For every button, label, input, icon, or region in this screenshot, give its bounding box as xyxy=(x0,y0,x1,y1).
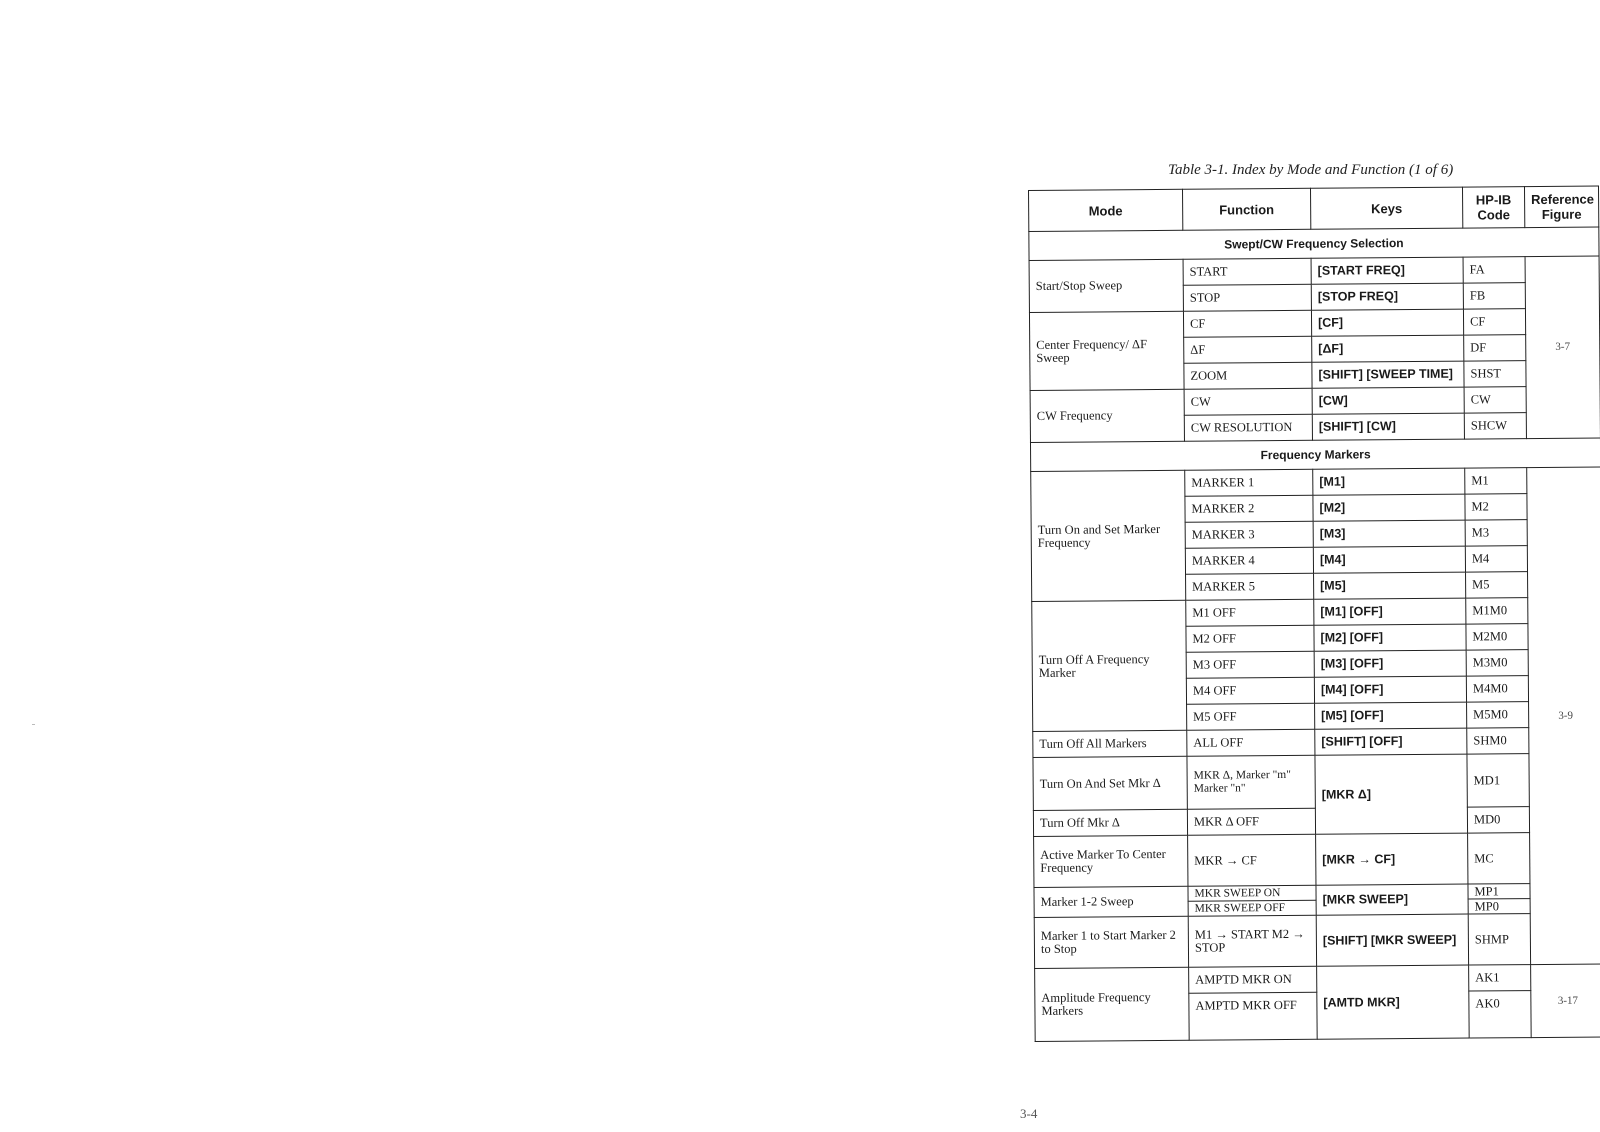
keys-cell: [M4] xyxy=(1313,546,1465,573)
keys-cell: [SHIFT] [SWEEP TIME] xyxy=(1312,361,1464,388)
code-cell: CW xyxy=(1464,387,1526,413)
header-reference-figure: Reference Figure xyxy=(1524,186,1598,228)
code-cell: MP1 xyxy=(1468,884,1530,899)
reference-cell: 3-7 xyxy=(1525,256,1600,439)
keys-cell: [START FREQ] xyxy=(1311,257,1463,284)
function-cell: MARKER 3 xyxy=(1185,521,1313,548)
keys-cell: [M3] [OFF] xyxy=(1314,650,1466,677)
mode-cell: Marker 1-2 Sweep xyxy=(1034,886,1188,917)
function-cell: STOP xyxy=(1183,284,1311,311)
code-cell: M1M0 xyxy=(1466,598,1528,624)
code-cell: DF xyxy=(1464,335,1526,361)
reference-cell: 3-9 xyxy=(1527,467,1600,965)
keys-cell: [SHIFT] [CW] xyxy=(1312,413,1464,440)
keys-cell: [MKR → CF] xyxy=(1316,833,1468,885)
function-cell: M1 → START M2 → STOP xyxy=(1188,915,1316,967)
code-cell: M5 xyxy=(1466,572,1528,598)
table-caption: Table 3-1. Index by Mode and Function (1 of 6) xyxy=(1168,162,1454,178)
code-cell: M2M0 xyxy=(1466,624,1528,650)
header-mode: Mode xyxy=(1029,189,1183,231)
mode-cell: Active Marker To Center Frequency xyxy=(1034,835,1188,887)
mode-cell: Turn Off A Frequency Marker xyxy=(1032,600,1187,731)
table-row xyxy=(1034,832,1600,887)
mode-cell: Center Frequency/ ΔF Sweep xyxy=(1029,311,1184,390)
mode-cell: Amplitude Frequency Markers xyxy=(1035,967,1190,1041)
function-cell: MKR SWEEP OFF xyxy=(1188,900,1316,916)
mode-cell: Start/Stop Sweep xyxy=(1029,259,1183,312)
code-cell: SHM0 xyxy=(1467,728,1529,754)
function-cell: MARKER 4 xyxy=(1185,547,1313,574)
function-cell: ΔF xyxy=(1184,336,1312,363)
mode-cell: Turn On and Set Marker Frequency xyxy=(1031,470,1186,601)
code-cell: M1 xyxy=(1465,468,1527,494)
code-cell: MD1 xyxy=(1467,754,1529,807)
code-cell: MD0 xyxy=(1467,807,1529,833)
reference-cell: 3-17 xyxy=(1531,964,1600,1038)
header-keys: Keys xyxy=(1310,187,1462,229)
keys-cell: [CW] xyxy=(1312,387,1464,414)
keys-cell: [M5] [OFF] xyxy=(1315,702,1467,729)
function-cell: M3 OFF xyxy=(1186,651,1314,678)
keys-cell: [M1] xyxy=(1313,468,1465,495)
function-cell: AMPTD MKR OFF xyxy=(1189,992,1317,1040)
code-cell: M4 xyxy=(1465,546,1527,572)
function-cell: CW xyxy=(1184,388,1312,415)
function-cell: M2 OFF xyxy=(1186,625,1314,652)
code-cell: M3 xyxy=(1465,520,1527,546)
mode-cell: CW Frequency xyxy=(1030,389,1184,442)
code-cell: SHST xyxy=(1464,361,1526,387)
function-cell: MKR Δ, Marker "m" Marker "n" xyxy=(1187,755,1315,809)
mode-cell: Marker 1 to Start Marker 2 to Stop xyxy=(1034,916,1188,968)
function-cell: CW RESOLUTION xyxy=(1184,414,1312,441)
mode-cell: Turn On And Set Mkr Δ xyxy=(1033,756,1187,810)
keys-cell: [M4] [OFF] xyxy=(1314,676,1466,703)
code-cell: MC xyxy=(1468,833,1530,884)
header-function: Function xyxy=(1182,188,1310,230)
function-cell: M1 OFF xyxy=(1186,599,1314,626)
keys-cell: [MKR Δ] xyxy=(1315,754,1468,834)
function-cell: MARKER 5 xyxy=(1186,573,1314,600)
scan-speck xyxy=(32,724,35,725)
code-cell: AK1 xyxy=(1469,965,1531,991)
section-frequency-markers: Frequency Markers xyxy=(1030,438,1600,471)
table-row xyxy=(1033,753,1600,810)
header-hpib-code: HP-IB Code xyxy=(1462,187,1524,228)
keys-cell: [MKR SWEEP] xyxy=(1316,884,1468,915)
code-cell: FB xyxy=(1463,283,1525,309)
section-swept-cw: Swept/CW Frequency Selection xyxy=(1029,227,1599,260)
keys-cell: [M5] xyxy=(1314,572,1466,599)
code-cell: SHCW xyxy=(1464,413,1526,439)
code-cell: M2 xyxy=(1465,494,1527,520)
keys-cell: [M2] xyxy=(1313,494,1465,521)
function-cell: MKR SWEEP ON xyxy=(1188,885,1316,901)
keys-cell: [SHIFT] [MKR SWEEP] xyxy=(1316,914,1468,966)
code-cell: SHMP xyxy=(1468,914,1530,965)
keys-cell: [AMTD MKR] xyxy=(1317,965,1470,1039)
mode-cell: Turn Off Mkr Δ xyxy=(1033,809,1187,836)
function-cell: MKR Δ OFF xyxy=(1187,808,1315,835)
code-cell: M3M0 xyxy=(1466,650,1528,676)
function-cell: START xyxy=(1183,258,1311,285)
keys-cell: [CF] xyxy=(1311,309,1463,336)
keys-cell: [M1] [OFF] xyxy=(1314,598,1466,625)
function-cell: ALL OFF xyxy=(1187,729,1315,756)
function-cell: ZOOM xyxy=(1184,362,1312,389)
function-cell: M4 OFF xyxy=(1186,677,1314,704)
code-cell: AK0 xyxy=(1469,991,1531,1038)
index-table xyxy=(1028,186,1600,1042)
keys-cell: [STOP FREQ] xyxy=(1311,283,1463,310)
keys-cell: [M3] xyxy=(1313,520,1465,547)
function-cell: AMPTD MKR ON xyxy=(1189,966,1317,993)
index-table-container xyxy=(1028,186,1600,1042)
code-cell: CF xyxy=(1463,309,1525,335)
table-row xyxy=(1034,913,1600,968)
keys-cell: [SHIFT] [OFF] xyxy=(1315,728,1467,755)
page-number: 3-4 xyxy=(1020,1106,1038,1121)
function-cell: MKR → CF xyxy=(1188,834,1316,886)
function-cell: MARKER 1 xyxy=(1185,469,1313,496)
code-cell: MP0 xyxy=(1468,899,1530,914)
header-row xyxy=(1029,186,1599,231)
keys-cell: [ΔF] xyxy=(1312,335,1464,362)
mode-cell: Turn Off All Markers xyxy=(1033,730,1187,757)
code-cell: M5M0 xyxy=(1467,702,1529,728)
function-cell: MARKER 2 xyxy=(1185,495,1313,522)
keys-cell: [M2] [OFF] xyxy=(1314,624,1466,651)
code-cell: FA xyxy=(1463,257,1525,283)
function-cell: M5 OFF xyxy=(1187,703,1315,730)
code-cell: M4M0 xyxy=(1466,676,1528,702)
function-cell: CF xyxy=(1183,310,1311,337)
